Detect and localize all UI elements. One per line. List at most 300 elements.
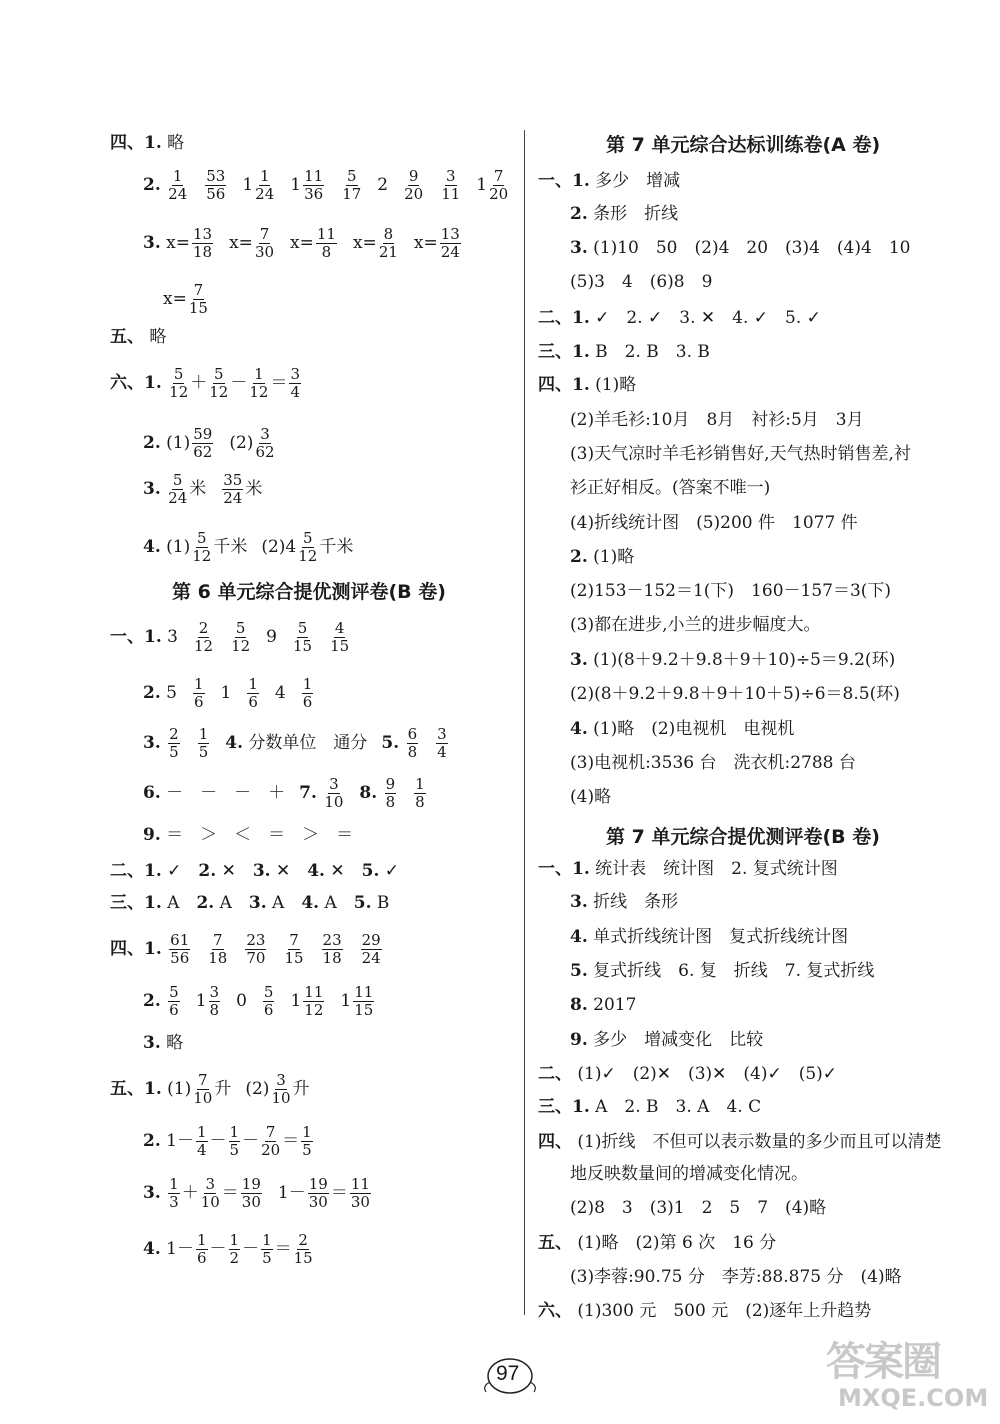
answer-text: 9 — [266, 627, 277, 647]
numerator: 3 — [445, 167, 456, 185]
answer-text: (2)8 3 (3)1 2 5 7 (4)略 — [570, 1198, 827, 1218]
fraction — [168, 168, 187, 203]
denominator: 4 — [196, 1141, 207, 1159]
b7-line — [538, 1131, 942, 1153]
answer-text: x= — [229, 233, 253, 253]
denominator: 10 — [200, 1193, 220, 1211]
answer-text: 1 — [340, 991, 352, 1011]
question-number: 2. — [196, 893, 215, 913]
question-number: 三、1. — [538, 1097, 590, 1117]
section-title-7a: 第 7 单元综合达标训练卷(A 卷) — [606, 134, 881, 156]
fraction — [229, 1232, 241, 1267]
numerator: 35 — [223, 471, 243, 489]
b7-line — [570, 1163, 808, 1185]
answer-text: x= — [290, 233, 314, 253]
answer-text: (3)李蓉:90.75 分 李芳:88.875 分 (4)略 — [570, 1267, 902, 1287]
answer-text: 1－ — [166, 1239, 194, 1259]
numerator: 23 — [322, 931, 342, 949]
answer-text: (1)✓ (2)✕ (3)✕ (4)✓ (5)✓ — [577, 1064, 838, 1084]
denominator: 24 — [440, 243, 460, 261]
fraction — [247, 676, 259, 711]
numerator: 29 — [361, 931, 381, 949]
fraction — [301, 1124, 313, 1159]
answer-text: 条形 折线 — [593, 204, 679, 224]
answer-text: (2)153－152＝1(下) 160－157＝3(下) — [570, 581, 892, 601]
denominator: 5 — [198, 743, 209, 761]
fraction — [196, 1232, 208, 1267]
question-number: 4. — [143, 1239, 161, 1259]
answer-text: (1) — [167, 1079, 192, 1099]
numerator: 8 — [383, 225, 394, 243]
answer-text: 分数单位 通分 — [248, 733, 368, 753]
answer-text: ＝ — [330, 1183, 348, 1203]
answer-text: x= — [413, 233, 438, 253]
answer-text: 千米 — [213, 537, 248, 557]
b7-line — [570, 1197, 826, 1219]
answer-text: － － － ＋ — [166, 783, 286, 803]
fraction — [289, 366, 301, 401]
denominator: 24 — [361, 949, 381, 967]
denominator: 4 — [437, 743, 447, 761]
numerator: 11 — [350, 1175, 370, 1193]
fraction — [193, 676, 205, 711]
question-number: 5. — [570, 961, 588, 981]
numerator: 7 — [289, 931, 299, 949]
fraction — [205, 168, 226, 203]
numerator: 1 — [302, 1123, 312, 1141]
fraction — [284, 932, 303, 967]
fraction — [303, 984, 324, 1019]
numerator: 59 — [193, 425, 213, 443]
answer-text: (1)略 — [595, 375, 637, 395]
question-number: 2. — [143, 175, 161, 195]
denominator: 36 — [304, 185, 324, 203]
answer-text: (2)(8＋9.2＋9.8＋9＋10＋5)÷6＝8.5(环) — [570, 684, 900, 704]
denominator: 8 — [209, 1001, 220, 1019]
answer-text: (3)都在进步,小兰的进步幅度大。 — [570, 615, 821, 635]
question-number: 3. — [252, 861, 271, 881]
question-number: 4. — [225, 733, 243, 753]
answer-text: － — [242, 1131, 260, 1151]
numerator: 13 — [440, 225, 460, 243]
question-number: 3. — [570, 238, 588, 258]
b-1-2 — [143, 676, 315, 711]
ans-4-1 — [110, 132, 184, 154]
numerator: 2 — [198, 619, 209, 637]
numerator: 1 — [196, 1123, 207, 1141]
question-number: 三、1. — [110, 893, 162, 913]
answer-text: ✕ — [330, 861, 362, 881]
question-number: 6. — [143, 783, 161, 803]
fraction — [440, 226, 461, 261]
fraction — [261, 1232, 273, 1267]
denominator: 4 — [290, 383, 300, 401]
answer-text: 3 — [167, 627, 178, 647]
numerator: 7 — [493, 167, 504, 185]
numerator: 19 — [241, 1175, 261, 1193]
denominator: 15 — [354, 1001, 374, 1019]
numerator: 4 — [334, 619, 345, 637]
numerator: 5 — [346, 167, 357, 185]
numerator: 9 — [385, 775, 396, 793]
numerator: 1 — [169, 1175, 179, 1193]
denominator: 12 — [298, 547, 318, 565]
ans-4-3b — [163, 282, 210, 317]
denominator: 12 — [209, 383, 229, 401]
fraction — [192, 226, 213, 261]
answer-text: B 2. B 3. B — [595, 342, 710, 362]
numerator: 19 — [308, 1175, 328, 1193]
numerator: 1 — [172, 167, 183, 185]
denominator: 30 — [350, 1193, 370, 1211]
fraction — [407, 726, 419, 761]
answer-text: 略 — [167, 133, 185, 153]
fraction — [385, 776, 397, 811]
denominator: 12 — [169, 383, 189, 401]
answer-text: ＋ — [181, 1183, 199, 1203]
b7-line — [538, 1096, 761, 1118]
fraction — [241, 1176, 262, 1211]
answer-text: 多少 增减变化 比较 — [593, 1030, 764, 1050]
answer-text: ＋ — [190, 373, 208, 393]
answer-text: ＝ — [282, 1131, 300, 1151]
denominator: 6 — [263, 1001, 274, 1019]
numerator: 6 — [407, 725, 418, 743]
denominator: 56 — [206, 185, 226, 203]
denominator: 6 — [302, 693, 313, 711]
answer-text: 0 — [236, 991, 247, 1011]
answer-text: 5 — [166, 683, 177, 703]
fraction — [342, 168, 361, 203]
denominator: 15 — [284, 949, 304, 967]
fraction — [196, 1124, 208, 1159]
fraction — [298, 530, 317, 565]
answer-text: (2)羊毛衫:10月 8月 衬衫:5月 3月 — [570, 410, 864, 430]
denominator: 5 — [169, 743, 179, 761]
denominator: 62 — [193, 443, 213, 461]
answer-text: 千米 — [319, 537, 354, 557]
question-number: 四、1. — [110, 939, 162, 959]
fraction — [201, 1176, 220, 1211]
question-number: 3. — [143, 479, 161, 499]
fraction — [245, 932, 266, 967]
fraction — [194, 620, 213, 655]
question-number: 三、1. — [538, 342, 590, 362]
numerator: 5 — [197, 529, 207, 547]
numerator: 1 — [193, 675, 204, 693]
denominator: 12 — [192, 547, 212, 565]
numerator: 5 — [263, 983, 274, 1001]
fraction — [168, 984, 180, 1019]
a7-line — [570, 203, 678, 225]
answer-text: A 2. B 3. A 4. C — [595, 1097, 762, 1117]
denominator: 10 — [271, 1089, 291, 1107]
fraction — [169, 932, 190, 967]
numerator: 3 — [209, 983, 220, 1001]
ans-6-4 — [143, 530, 353, 565]
a7-line — [570, 614, 820, 636]
question-number: 2. — [143, 433, 161, 453]
denominator: 15 — [293, 637, 313, 655]
numerator: 1 — [248, 675, 258, 693]
answer-text: A — [272, 893, 302, 913]
answer-text: (4)略 — [570, 787, 612, 807]
answer-text: 略 — [149, 327, 167, 347]
question-number: 2. — [143, 991, 161, 1011]
b7-line — [570, 1266, 902, 1288]
denominator: 30 — [308, 1193, 328, 1211]
b-5-2 — [143, 1124, 315, 1159]
denominator: 20 — [404, 185, 424, 203]
fraction — [293, 620, 312, 655]
answer-text: ✓ — [384, 861, 400, 881]
denominator: 20 — [489, 185, 509, 203]
numerator: 11 — [354, 983, 374, 1001]
fraction — [441, 168, 460, 203]
answer-text: A — [324, 893, 354, 913]
section-title-6b: 第 6 单元综合提优测评卷(B 卷) — [172, 581, 446, 603]
answer-text: 4 — [274, 683, 286, 703]
denominator: 56 — [170, 949, 190, 967]
question-number: 2. — [570, 204, 588, 224]
answer-text: 多少 增减 — [595, 171, 681, 191]
fraction — [249, 366, 268, 401]
fraction — [303, 168, 324, 203]
section-title-7b: 第 7 单元综合提优测评卷(B 卷) — [606, 826, 880, 848]
answer-text: (1)略 (2)第 6 次 16 分 — [577, 1233, 777, 1253]
b-1-9 — [143, 824, 353, 846]
answer-text: (1)折线 不但可以表示数量的多少而且可以清楚 — [577, 1132, 942, 1152]
fraction — [193, 1072, 212, 1107]
denominator: 6 — [193, 693, 204, 711]
fraction — [169, 366, 188, 401]
fraction — [324, 776, 343, 811]
denominator: 12 — [304, 1001, 324, 1019]
ans-6-1 — [110, 366, 303, 401]
answer-text: ✕ — [221, 861, 253, 881]
denominator: 8 — [407, 743, 418, 761]
answer-text: (1) — [166, 433, 191, 453]
a7-line — [570, 409, 864, 431]
answer-text: (2) — [229, 433, 254, 453]
denominator: 8 — [415, 793, 425, 811]
numerator: 7 — [265, 1123, 276, 1141]
answer-text: B — [376, 893, 390, 913]
a7-line — [570, 649, 895, 671]
question-number: 四、1. — [110, 133, 162, 153]
question-number: 5. — [381, 733, 400, 753]
numerator: 7 — [198, 1071, 208, 1089]
answer-text: ＝ — [274, 1239, 292, 1259]
fraction — [222, 472, 243, 507]
numerator: 5 — [169, 983, 179, 1001]
numerator: 2 — [169, 725, 179, 743]
fraction — [379, 226, 398, 261]
a7-line — [570, 443, 911, 465]
answer-text: － — [242, 1239, 260, 1259]
numerator: 3 — [276, 1071, 286, 1089]
numerator: 7 — [193, 281, 204, 299]
answer-text: x= — [163, 289, 187, 309]
question-number: 4. — [570, 719, 588, 739]
question-number: 一、1. — [538, 171, 590, 191]
fraction — [189, 282, 208, 317]
answer-text: (1)略 (2)电视机 电视机 — [593, 719, 795, 739]
question-number: 3. — [143, 1033, 161, 1053]
page-number: 97 — [496, 1362, 520, 1385]
denominator: 5 — [262, 1249, 272, 1267]
b-5-4 — [143, 1232, 315, 1267]
fraction — [330, 620, 349, 655]
denominator: 24 — [255, 185, 275, 203]
denominator: 12 — [249, 383, 269, 401]
question-number: 5. — [361, 861, 380, 881]
answer-text: 1 — [290, 991, 302, 1011]
fraction — [168, 472, 187, 507]
b-3 — [110, 892, 389, 914]
numerator: 5 — [235, 619, 246, 637]
numerator: 53 — [206, 167, 226, 185]
question-number: 一、1. — [110, 627, 162, 647]
fraction — [489, 168, 508, 203]
denominator: 62 — [255, 443, 275, 461]
numerator: 1 — [229, 1123, 240, 1141]
answer-text: － — [209, 1239, 227, 1259]
question-number: 二、1. — [538, 308, 590, 328]
fraction — [168, 1176, 180, 1211]
answer-text: (3)天气凉时羊毛衫销售好,天气热时销售差,衬 — [570, 444, 911, 464]
b7-line — [538, 1232, 776, 1254]
numerator: 5 — [172, 471, 183, 489]
numerator: 7 — [259, 225, 270, 243]
fraction — [255, 168, 274, 203]
fraction — [255, 226, 274, 261]
fraction — [192, 530, 211, 565]
numerator: 1 — [229, 1231, 240, 1249]
numerator: 3 — [205, 1175, 216, 1193]
answer-text: 1－ — [166, 1131, 194, 1151]
answer-text: ✕ — [275, 861, 308, 881]
answer-text: 略 — [166, 1033, 184, 1053]
b-1-6 — [143, 776, 428, 811]
denominator: 30 — [241, 1193, 261, 1211]
watermark — [826, 1330, 996, 1418]
answer-text: x= — [166, 233, 190, 253]
watermark-url: MXQE.COM — [838, 1384, 989, 1412]
question-number: 4. — [307, 861, 325, 881]
answer-text: (1)300 元 500 元 (2)逐年上升趋势 — [577, 1301, 872, 1321]
answer-text: 地反映数量间的增减变化情况。 — [570, 1164, 808, 1184]
question-number: 六、 — [538, 1301, 572, 1321]
question-number: 3. — [143, 233, 161, 253]
answer-text: 升 — [292, 1079, 310, 1099]
fraction — [350, 1176, 371, 1211]
denominator: 21 — [378, 243, 398, 261]
fraction — [208, 932, 227, 967]
b-4-2 — [143, 984, 376, 1019]
numerator: 1 — [262, 1231, 272, 1249]
denominator: 30 — [254, 243, 275, 261]
numerator: 3 — [329, 775, 339, 793]
denominator: 24 — [168, 185, 188, 203]
question-number: 六、1. — [110, 373, 162, 393]
answer-text: 1 — [195, 991, 207, 1011]
answer-text: 2 — [377, 175, 389, 195]
question-number: 2. — [198, 861, 217, 881]
fraction — [261, 1124, 280, 1159]
a7-line — [570, 237, 910, 259]
answer-text: A — [167, 893, 197, 913]
question-number: 5. — [353, 893, 372, 913]
answer-text: (3)电视机:3536 台 洗衣机:2788 台 — [570, 753, 856, 773]
page-number-badge — [480, 1352, 540, 1396]
denominator: 24 — [168, 489, 188, 507]
answer-text: 1 — [220, 683, 232, 703]
a7-line — [570, 271, 712, 293]
numerator: 11 — [304, 983, 324, 1001]
answer-text: 1 — [242, 175, 254, 195]
question-number: 3. — [570, 650, 588, 670]
answer-text: (1)(8＋9.2＋9.8＋9＋10)÷5＝9.2(环) — [593, 650, 896, 670]
denominator: 12 — [231, 637, 251, 655]
question-number: 9. — [570, 1030, 588, 1050]
numerator: 5 — [173, 365, 184, 383]
numerator: 3 — [290, 365, 300, 383]
fraction — [316, 226, 337, 261]
question-number: 二、 — [538, 1064, 572, 1084]
fraction — [263, 984, 275, 1019]
fraction — [255, 426, 274, 461]
fraction — [168, 726, 180, 761]
denominator: 6 — [248, 693, 258, 711]
question-number: 9. — [143, 825, 161, 845]
question-number: 一、1. — [538, 859, 590, 879]
a7-line — [570, 512, 858, 534]
question-number: 7. — [299, 783, 317, 803]
a7-line — [570, 786, 611, 808]
answer-text: (1)10 50 (2)4 20 (3)4 (4)4 10 — [593, 238, 911, 258]
fraction — [436, 726, 448, 761]
numerator: 1 — [302, 675, 313, 693]
b7-line — [570, 1029, 763, 1051]
fraction — [308, 1176, 329, 1211]
denominator: 10 — [324, 793, 344, 811]
denominator: 17 — [342, 185, 362, 203]
question-number: 二、1. — [110, 861, 162, 881]
question-number: 8. — [570, 995, 588, 1015]
denominator: 6 — [169, 1001, 179, 1019]
fraction — [353, 984, 374, 1019]
answer-text: ✓ — [167, 861, 199, 881]
question-number: 3. — [143, 733, 161, 753]
denominator: 15 — [188, 299, 208, 317]
answer-text: 升 — [214, 1079, 232, 1099]
denominator: 18 — [193, 243, 213, 261]
b7-line — [570, 891, 678, 913]
numerator: 1 — [259, 167, 270, 185]
a7-line — [570, 477, 770, 499]
b7-line — [570, 994, 636, 1016]
b7-line — [538, 1300, 871, 1322]
b7-line — [570, 960, 874, 982]
denominator: 8 — [321, 243, 332, 261]
answer-text: 衫正好相反。(答案不唯一) — [570, 478, 771, 498]
answer-text: ＝ — [270, 373, 288, 393]
question-number: 2. — [143, 1131, 161, 1151]
denominator: 70 — [246, 949, 266, 967]
denominator: 6 — [196, 1249, 207, 1267]
fraction — [294, 1232, 313, 1267]
